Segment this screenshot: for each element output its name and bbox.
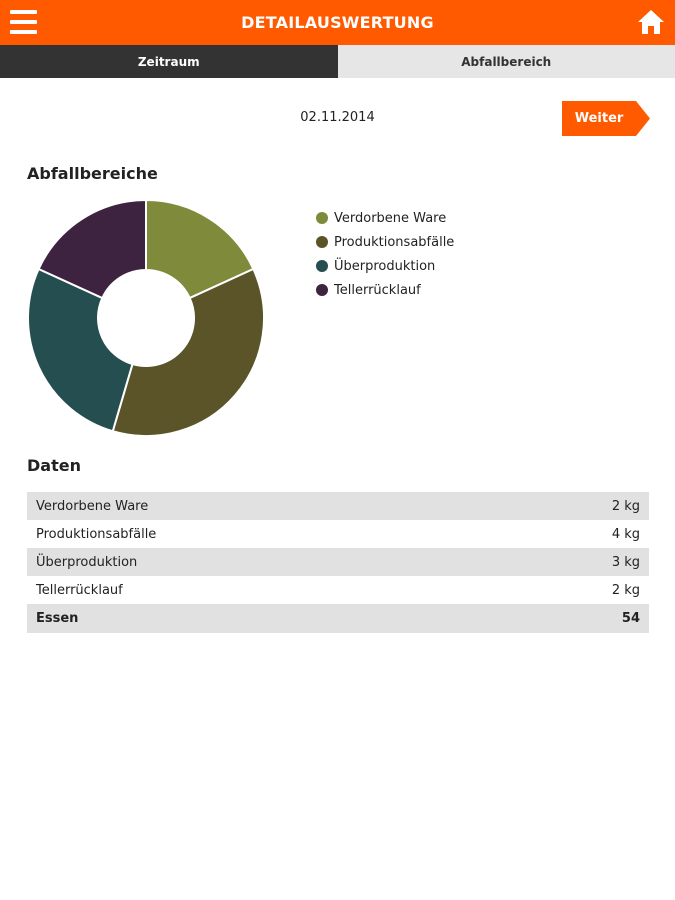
- next-button[interactable]: [562, 101, 650, 136]
- legend-label: Verdorbene Ware: [334, 210, 447, 226]
- chart-legend: [316, 206, 454, 302]
- total-value: 54: [621, 611, 640, 626]
- row-value: 2 kg: [611, 498, 640, 514]
- date-display: 02.11.2014: [300, 110, 375, 125]
- legend-item: [316, 254, 454, 278]
- page-title: DETAILAUSWERTUNG: [241, 13, 434, 32]
- legend-color-dot: [316, 284, 328, 296]
- chart-section-title: Abfallbereiche: [27, 164, 158, 183]
- legend-item: [316, 278, 454, 302]
- table-row: [27, 576, 649, 604]
- row-value: 3 kg: [611, 554, 640, 570]
- tab-zeitraum[interactable]: Zeitraum: [0, 45, 338, 78]
- next-button-label: Weiter: [574, 111, 624, 126]
- donut-slice--berproduktion: [28, 269, 132, 431]
- data-table: [27, 492, 649, 633]
- legend-color-dot: [316, 260, 328, 272]
- table-total-row: [27, 604, 649, 633]
- tab-abfallbereich[interactable]: Abfallbereich: [338, 45, 675, 78]
- legend-item: [316, 230, 454, 254]
- legend-item: [316, 206, 454, 230]
- home-icon[interactable]: [637, 9, 665, 35]
- row-value: 2 kg: [611, 582, 640, 598]
- data-section-title: Daten: [27, 456, 81, 475]
- legend-label: Produktionsabfälle: [334, 234, 455, 250]
- row-value: 4 kg: [611, 526, 640, 542]
- tab-bar: [0, 45, 675, 78]
- total-label: Essen: [36, 611, 79, 626]
- table-row: [27, 492, 649, 520]
- donut-chart: [27, 199, 265, 437]
- legend-label: Tellerrücklauf: [334, 282, 421, 298]
- legend-color-dot: [316, 236, 328, 248]
- row-label: Verdorbene Ware: [36, 498, 149, 514]
- table-row: [27, 520, 649, 548]
- row-label: Produktionsabfälle: [36, 526, 157, 542]
- legend-label: Überproduktion: [334, 258, 436, 274]
- table-row: [27, 548, 649, 576]
- legend-color-dot: [316, 212, 328, 224]
- top-app-bar: [0, 0, 675, 45]
- row-label: Überproduktion: [36, 554, 138, 570]
- row-label: Tellerrücklauf: [36, 582, 123, 598]
- hamburger-menu-icon[interactable]: [10, 10, 37, 34]
